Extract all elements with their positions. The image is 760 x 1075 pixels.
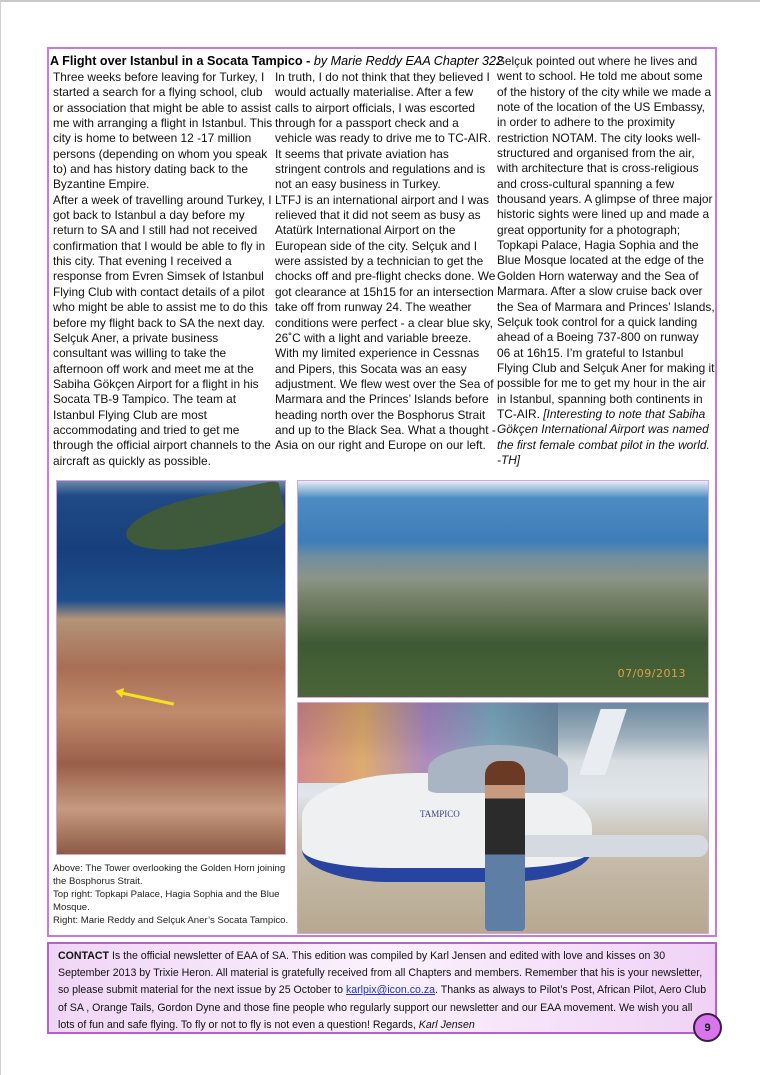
article-column-3: [497, 54, 715, 468]
contact-box: [47, 942, 717, 1034]
yellow-arrow-icon: [119, 691, 174, 706]
photo-socata-tampico: [297, 702, 709, 934]
photo-plane-wing: [508, 835, 708, 857]
caption-above: Above: The Tower overlooking the Golden Horn joining the Bosphorus Strait.: [53, 863, 286, 887]
paragraph: [497, 54, 715, 468]
article-column-2: [275, 70, 497, 454]
photo-plane-label: TAMPICO: [420, 809, 460, 819]
caption-right: Right: Marie Reddy and Selçuk Aner’s Socata Tampico.: [53, 915, 289, 926]
page-number-badge: [693, 1013, 722, 1042]
article-title-line: [50, 54, 503, 69]
photo-topkapi-palace: [297, 480, 709, 698]
contact-email-link[interactable]: karlpix@icon.co.za: [345, 984, 436, 997]
paragraph: After a week of travelling around Turkey, I got back to Istanbul a day before my return to SA and I still had not received confirmation that I would be able to fly in this city. That evening I received a response from Evren Simsek of Istanbul Flying Club with contact details of a pilot who might be able to assist me to do this before my flight back to SA the next day. Selçuk Aner, a private business consultant was willing to take the afternoon off work and meet me at the Sabiha Gökçen Airport for a flight in his Socata TB-9 Tampico. The team at Istanbul Flying Club are most accommodating and tried to get me through the official airport channels to the aircraft as quickly as possible.: [53, 192, 272, 468]
article-byline: by Marie Reddy EAA Chapter 322: [313, 54, 504, 68]
photo-person: [485, 761, 525, 931]
photo-galata-tower: [56, 480, 286, 855]
paragraph: In truth, I do not think that they believed I would actually materialise. After a few calls to airport officials, I was escorted through for a passport check and a vehicle was ready to drive me to TC-AIR. It seems that private aviation has stringent controls and regulations and is not an easy business in Turkey.: [275, 70, 491, 192]
page-number: 9: [704, 1021, 711, 1034]
article-column-1: [53, 70, 275, 469]
paragraph-text: Selçuk pointed out where he lives and went to school. He told me about some of the history of the city while we made a note of the location of the US Embassy, in order to adhere to the proximity restriction NOTAM. The city looks well-structured and organised from the air, with architecture that is cross-religious and cross-cultural spanning a few thousand years. A glimpse of three major historic sights were lined up and made a great opportunity for a photograph; Topkapi Palace, Hagia Sophia and the Blue Mosque located at the edge of the Golden Horn waterway and the Sea of Marmara. After a slow cruise back over the Sea of Marmara and Princes’ Islands, Selçuk took control for a quick landing ahead of a Boeing 737-800 on runway 06 at 16h15. I’m grateful to Istanbul Flying Club and Selçuk Aner for making it possible for me to get my hour in the air in Istanbul, spanning both continents in TC-AIR.: [497, 54, 715, 421]
caption-top-right: Top right: Topkapi Palace, Hagia Sophia and the Blue Mosque.: [53, 889, 280, 913]
photo-timestamp: 07/09/2013: [617, 667, 686, 680]
photo-captions: [53, 862, 298, 927]
contact-heading: CONTACT: [58, 950, 109, 962]
photo-landmass: [122, 480, 286, 562]
photo-plane-tail: [579, 709, 626, 775]
contact-signature: Karl Jensen: [418, 1018, 475, 1031]
paragraph: Three weeks before leaving for Turkey, I started a search for a flying school, club or association that might be able to assist me with arranging a flight in Istanbul. This city is home to between 12 -17 million persons (depending on whom you speak to) and has history dating back to the Byzantine Empire.: [53, 70, 273, 192]
article-title: A Flight over Istanbul in a Socata Tampico: [50, 54, 303, 68]
contact-text-continued: . Thanks as always to Pilot’s Post, African Pilot, Aero Club of SA , Orange Tails, Gordon Dyne and those fine people who regularly support our newsletter and our EAA movement. We wish you all lots of fun and safe flying. To fly or not to fly is not even a question! Regards,: [58, 984, 707, 1031]
title-separator: -: [302, 54, 314, 68]
contact-text: Is the official newsletter of EAA of SA. This edition was compiled by Karl Jensen and edited with love and kisses on 30 September 2013 by Trixie Heron. All material is gratefully received from all Chapters and members. Remember that his is your newsletter, so please submit material for the next issue by 25 October to: [58, 950, 703, 997]
paragraph: LTFJ is an international airport and I was relieved that it did not seem as busy as Atatürk International Airport on the European side of the city. Selçuk and I were assisted by a technician to get the chocks off and pre-flight checks done. We got clearance at 15h15 for an intersection take off from runway 24. The weather conditions were perfect - a clear blue sky, 26˚C with a light and variable breeze. With my limited experience in Cessnas and Pipers, this Socata was an easy adjustment. We flew west over the Sea of Marmara and the Princes’ Islands before heading north over the Bosphorus Strait and up to the Black Sea. What a thought - Asia on our right and Europe on our left.: [275, 192, 496, 453]
editor-note: [Interesting to note that Sabiha Gökçen International Airport was named the first female combat pilot in the world. -TH]: [497, 406, 710, 467]
